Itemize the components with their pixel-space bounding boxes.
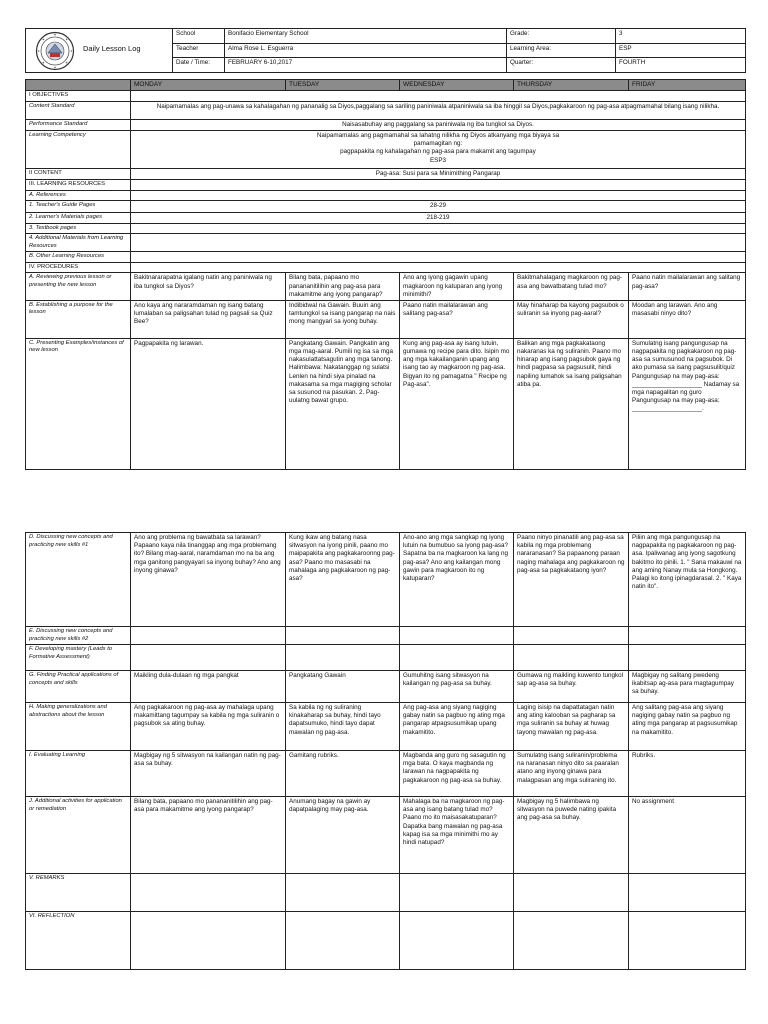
procedure-d-wednesday: Ano-ano ang mga sangkap ng iyong lutuin na bumubuo sa iyong pag-asa? Sapatna ba na magkaroon ka lang ng pag-asa? Ano ang kailangan mong gawin para magkaroon ito ng katuparan? [400, 533, 514, 627]
procedure-j-wednesday: Mahalaga ba na magkaroon ng pag-asa ang isang batang tulad mo? Paano mo ito maisasakatuparan? Dapatka bang mawalan ng pag-asa kapag isa sa mga minimithi mo ay hindi natupad? [400, 797, 514, 874]
remarks-wednesday [400, 874, 514, 912]
school-label: School [173, 29, 225, 44]
procedures-label: IV. PROCEDURES [26, 262, 131, 273]
textbook-content [131, 223, 746, 234]
procedure-a-wednesday: Ano ang iyong gagawin upang magkaroon ng katuparan ang iyong minimithi? [400, 273, 514, 301]
content-text: Pag-asa: Susi para sa Minimithing Pangarap [131, 169, 746, 180]
day-header-tuesday: TUESDAY [286, 80, 400, 91]
references-label: A. References [26, 190, 131, 201]
procedure-g-tuesday: Pangkatang Gawain [286, 671, 400, 703]
procedure-b-tuesday: Indibidwal na Gawain. Buuin ang tamtungkol sa isang pangarap na nais mong mangyari sa iyong buhay. [286, 300, 400, 338]
procedure-f-label: F. Developing mastery (Leads to Formative Assessment) [26, 645, 131, 671]
objectives-row [26, 91, 746, 102]
lesson-table-part-1 [25, 79, 746, 470]
procedure-h-thursday: Laging isisip na dapattatagan natin ang ating kalooban sa pagharap sa mga suliranin sa buhay at huwag tayong mawalan ng pag-asa. [514, 703, 629, 751]
quarter-value: FOURTH [616, 58, 746, 73]
teacher-value: Alma Rose L. Esguerra [225, 43, 507, 58]
procedure-j-row [26, 797, 746, 874]
procedure-b-wednesday: Paano natin mailalarawan ang salitang pag-asa? [400, 300, 514, 338]
procedure-h-label: H. Making generalizations and abstractions about the lesson [26, 703, 131, 751]
reflection-thursday [514, 912, 629, 970]
procedure-g-thursday: Gumawa ng maikling kuwento tungkol sap ag-asa sa buhay. [514, 671, 629, 703]
procedure-d-row [26, 533, 746, 627]
procedure-i-wednesday: Magbanda ang guro ng sasagutin ng mga bata. O kaya magbanda ng larawan na nagpapakita ng pagkakaroon ng pag-asa sa buhay. [400, 751, 514, 797]
remarks-monday [131, 874, 286, 912]
procedure-g-label: G. Finding Practical applications of concepts and skills [26, 671, 131, 703]
content-standard-text: Naipamamalas ang pag-unawa sa kahalagahan ng pananalig sa Diyos,paggalang sa sariling paniniwala atpaniniwala sa iba hinggil sa Diyos,pagkakaroon ng pag-asa atpagmamahal bilang isang nilikha. [131, 101, 746, 119]
additional-materials-row [26, 234, 746, 252]
date-value: FEBRUARY 6-10,2017 [225, 58, 507, 73]
procedure-h-row [26, 703, 746, 751]
procedure-g-wednesday: Gumuhitng isang sitwasyon na kailangan ng pag-asa sa buhay. [400, 671, 514, 703]
learning-competency-text [131, 131, 746, 169]
procedure-f-tuesday [286, 645, 400, 671]
procedure-e-monday [131, 627, 286, 645]
reflection-label: VI. REFLECTION [26, 912, 131, 970]
teacher-label: Teacher [173, 43, 225, 58]
other-resources-label: B. Other Learning Resources [26, 252, 131, 263]
teachers-guide-row [26, 201, 746, 212]
procedure-i-friday: Rubriks. [629, 751, 746, 797]
procedures-content [131, 262, 746, 273]
lesson-log-title: Daily Lesson Log [83, 44, 141, 53]
procedure-g-monday: Maikling dula-dulaan ng mga pangkat [131, 671, 286, 703]
procedure-e-label: E. Discussing new concepts and practicing new skills #2 [26, 627, 131, 645]
reflection-row [26, 912, 746, 970]
grade-label: Grade: [507, 29, 616, 44]
objectives-label: I OBJECTIVES [26, 91, 131, 102]
references-content [131, 190, 746, 201]
procedure-b-monday: Ano kaya ang nararamdaman ng isang batang lumalaban sa paligsahan tulad ng pagsali sa Quiz Bee? [131, 300, 286, 338]
performance-standard-text: Naisasabuhay ang paggalang sa paniniwala ng iba tungkol sa Diyos. [131, 119, 746, 130]
learning-resources-label: III. LEARNING RESOURCES [26, 180, 131, 191]
learning-resources-content [131, 180, 746, 191]
competency-line-2: pamamagitan ng: [413, 140, 463, 148]
learners-materials-pages: 218-219 [131, 212, 746, 223]
procedure-a-tuesday: Bilang bata, papaano mo panananitilihin ang pag-asa para makamitme ang iyong pangarap? [286, 273, 400, 301]
quarter-label: Quarter: [507, 58, 616, 73]
procedure-h-tuesday: Sa kabila ng ng suliraning kinakaharap sa buhay, hindi tayo dapatsumuko, hindi tayo dapat mawalan ng pag-asa. [286, 703, 400, 751]
procedure-h-monday: Ang pagkakaroon ng pag-asa ay mahalaga upang makamittang tagumpay sa kabila ng mga suliranin o pagsubok sa ating buhay. [131, 703, 286, 751]
reflection-wednesday [400, 912, 514, 970]
remarks-row [26, 874, 746, 912]
additional-materials-content [131, 234, 746, 252]
procedures-row [26, 262, 746, 273]
learning-competency-row [26, 131, 746, 169]
content-row [26, 169, 746, 180]
procedure-b-label: B. Establishing a purpose for the lesson [26, 300, 131, 338]
procedure-b-row [26, 300, 746, 338]
learners-materials-label: 2. Learner's Materials pages [26, 212, 131, 223]
procedure-i-label: I. Evaluating Learning [26, 751, 131, 797]
header-table [25, 28, 746, 73]
remarks-friday [629, 874, 746, 912]
header-logo-cell [26, 29, 173, 73]
lesson-table-part-2 [25, 532, 746, 970]
other-resources-content [131, 252, 746, 263]
procedure-g-friday: Magbigay ng salitang pwedeng ikabitsap ag-asa para magtagumpay sa buhay. [629, 671, 746, 703]
procedure-j-friday: No assignment [629, 797, 746, 874]
procedure-d-friday: Piliin ang mga pangungusap na nagpapakita ng pagkakaroon ng pag-asa. Ipaliwanag ang iyong sagotkung bakitmo ito pinili. 1. " Sana makauwi na ang aming Nanay mula sa Hongkong. Palagi ko itong ipinagdarasal. 2. " Kaya natin ito". [629, 533, 746, 627]
procedure-c-label: C. Presenting Examples/instances of new lesson [26, 338, 131, 469]
references-row [26, 190, 746, 201]
procedure-d-tuesday: Kung ikaw ang batang nasa sitwasyon na iyong pinili, paano mo maipapakita ang pagkakaroonng pag-asa? Paano mo masasabi na mahalaga ang pagkakaroon ng pag-asa? [286, 533, 400, 627]
learning-area-value: ESP [616, 43, 746, 58]
competency-line-3: pagpapakita ng kahalagahan ng pag-asa para makamit ang tagumpay [340, 148, 536, 156]
date-label: Date / Time: [173, 58, 225, 73]
deped-seal-icon [35, 31, 75, 71]
procedure-a-thursday: Bakitmahalagang magkaroon ng pag-asa ang bawatbatang tulad mo? [514, 273, 629, 301]
procedure-d-thursday: Paano ninyo pinanatili ang pag-asa sa kabila ng mga problemang nararanasan? Sa papaanong paraan naging mahalaga ang pagkakaroon ng pag-asa sa pagkakataong iyon? [514, 533, 629, 627]
remarks-tuesday [286, 874, 400, 912]
performance-standard-label: Performance Standard [26, 119, 131, 130]
other-resources-row [26, 252, 746, 263]
procedure-g-row [26, 671, 746, 703]
teachers-guide-pages: 28-29 [131, 201, 746, 212]
content-label: II CONTENT [26, 169, 131, 180]
procedure-c-row [26, 338, 746, 469]
grade-value: 3 [616, 29, 746, 44]
procedure-h-friday: Ang salitang pag-asa ang siyang nagiging gabay natin sa pagbuo ng ating mga pangarap at pagsusumikap na makamitito. [629, 703, 746, 751]
reflection-friday [629, 912, 746, 970]
day-header-blank [26, 80, 131, 91]
textbook-label: 3. Textbook pages [26, 223, 131, 234]
procedure-c-thursday: Balikan ang mga pagkakataong nakaranas ka ng suliranin. Paano mo hinarap ang isang pagsubok gaya ng hindi pagpasa sa pagsusulit, hindi napiling lumahok sa isang paligsahan atiba pa. [514, 338, 629, 469]
procedure-j-thursday: Magbigay ng 5 halimbawa ng sitwasyon na puwede nating ipakita ang pag-asa sa buhay. [514, 797, 629, 874]
procedure-e-friday [629, 627, 746, 645]
procedure-i-row [26, 751, 746, 797]
procedure-d-monday: Ano ang problema ng bawatbata sa larawan? Papaano kaya nila tinanggap ang mga problemang ito? Bilang mag-aaral, naramdaman mo na ba ang mga ganitong pangyayari sa inyong buhay? Ano ang inyong ginawa? [131, 533, 286, 627]
learning-competency-label: Learning Competency [26, 131, 131, 169]
day-header-row [26, 80, 746, 91]
performance-standard-row [26, 119, 746, 130]
procedure-h-wednesday: Ang pag-asa ang siyang nagiging gabay natin sa pagbuo ng ating mga pangarap atpagsusumikap upang makamitito. [400, 703, 514, 751]
day-header-wednesday: WEDNESDAY [400, 80, 514, 91]
procedure-b-friday: Moodan ang larawan. Ano ang masasabi ninyo dito? [629, 300, 746, 338]
reflection-tuesday [286, 912, 400, 970]
procedure-j-label: J. Additional activities for application or remediation [26, 797, 131, 874]
remarks-label: V. REMARKS [26, 874, 131, 912]
objectives-content [131, 91, 746, 102]
procedure-a-monday: Bakitnararapatna igalang natin ang paniniwala ng iba tungkol sa Diyos? [131, 273, 286, 301]
day-header-monday: MONDAY [131, 80, 286, 91]
procedure-f-row [26, 645, 746, 671]
procedure-a-row [26, 273, 746, 301]
procedure-e-thursday [514, 627, 629, 645]
procedure-a-label: A. Reviewing previous lesson or presenting the new lesson [26, 273, 131, 301]
procedure-j-monday: Bilang bata, papaano mo panananitilihin ang pag-asa para makamitme ang iyong pangarap? [131, 797, 286, 874]
procedure-f-wednesday [400, 645, 514, 671]
additional-materials-label: 4. Additional Materials from Learning Resources [26, 234, 131, 252]
procedure-i-thursday: Sumulatng isang suliranin/problema na naranasan ninyo dito sa paaralan atano ang inyong ginawa para malagpasan ang mga suliraning ito. [514, 751, 629, 797]
competency-line-4: ESP3 [429, 156, 447, 164]
learning-area-label: Learning Area: [507, 43, 616, 58]
procedure-e-row [26, 627, 746, 645]
teachers-guide-label: 1. Teacher's Guide Pages [26, 201, 131, 212]
procedure-c-monday: Pagpapakita ng larawan. [131, 338, 286, 469]
procedure-c-friday: Sumulatng isang pangungusap na nagpapakita ng pagkakaroon ng pag-asa sa sumusunod na pagsubok. Di ako pumasa sa isang pagsusulit/quiz Pangungusap na may pag-asa: ____________________ Nadamay sa mga napagalitan ng guro Pangungusap na may pag-asa: ____________________. [629, 338, 746, 469]
procedure-a-friday: Paano natin mailalarawan ang salitang pag-asa? [629, 273, 746, 301]
procedure-i-tuesday: Gamitang rubriks. [286, 751, 400, 797]
procedure-j-tuesday: Anumang bagay na gawin ay dapatpalaging may pag-asa. [286, 797, 400, 874]
content-standard-label: Content Standard [26, 101, 131, 119]
competency-line-1: Naipamamalas ang pagmamahal sa lahatng nilikha ng Diyos atkanyang mga biyaya sa [316, 132, 560, 140]
textbook-row [26, 223, 746, 234]
day-header-thursday: THURSDAY [514, 80, 629, 91]
procedure-c-wednesday: Kung ang pag-asa ay isang lutuin, gumawa ng recipe para dito. Isipin mo ang mga kakailanganin upang ang isang tao ay magkaroon ng pag-asa. Bigyan ito ng pamagatna " Recipe ng Pag-asa". [400, 338, 514, 469]
procedure-c-tuesday: Pangkatang Gawain. Pangkatin ang mga mag-aaral. Pumili ng isa sa mga nakasulattatsagutin ang mga tanong. Halimbawa: Nakatanggap ng sulatsi Lenlen na hindi siya pinalad na makasama sa mga magiging scholar sa susunod na pasukan. 2. Pag-uulatng bawat grupo. [286, 338, 400, 469]
procedure-e-tuesday [286, 627, 400, 645]
procedure-b-thursday: May hinaharap ba kayong pagsubok o suliranin sa inyong pag-aaral? [514, 300, 629, 338]
school-value: Bonifacio Elementary School [225, 29, 507, 44]
procedure-f-thursday [514, 645, 629, 671]
procedure-f-friday [629, 645, 746, 671]
learning-resources-row [26, 180, 746, 191]
procedure-e-wednesday [400, 627, 514, 645]
content-standard-row [26, 101, 746, 119]
remarks-thursday [514, 874, 629, 912]
learners-materials-row [26, 212, 746, 223]
procedure-d-label: D. Discussing new concepts and practicing new skills #1 [26, 533, 131, 627]
day-header-friday: FRIDAY [629, 80, 746, 91]
reflection-monday [131, 912, 286, 970]
procedure-i-monday: Magbigay ng 5 sitwasyon na kailangan natin ng pag-asa sa buhay. [131, 751, 286, 797]
procedure-f-monday [131, 645, 286, 671]
